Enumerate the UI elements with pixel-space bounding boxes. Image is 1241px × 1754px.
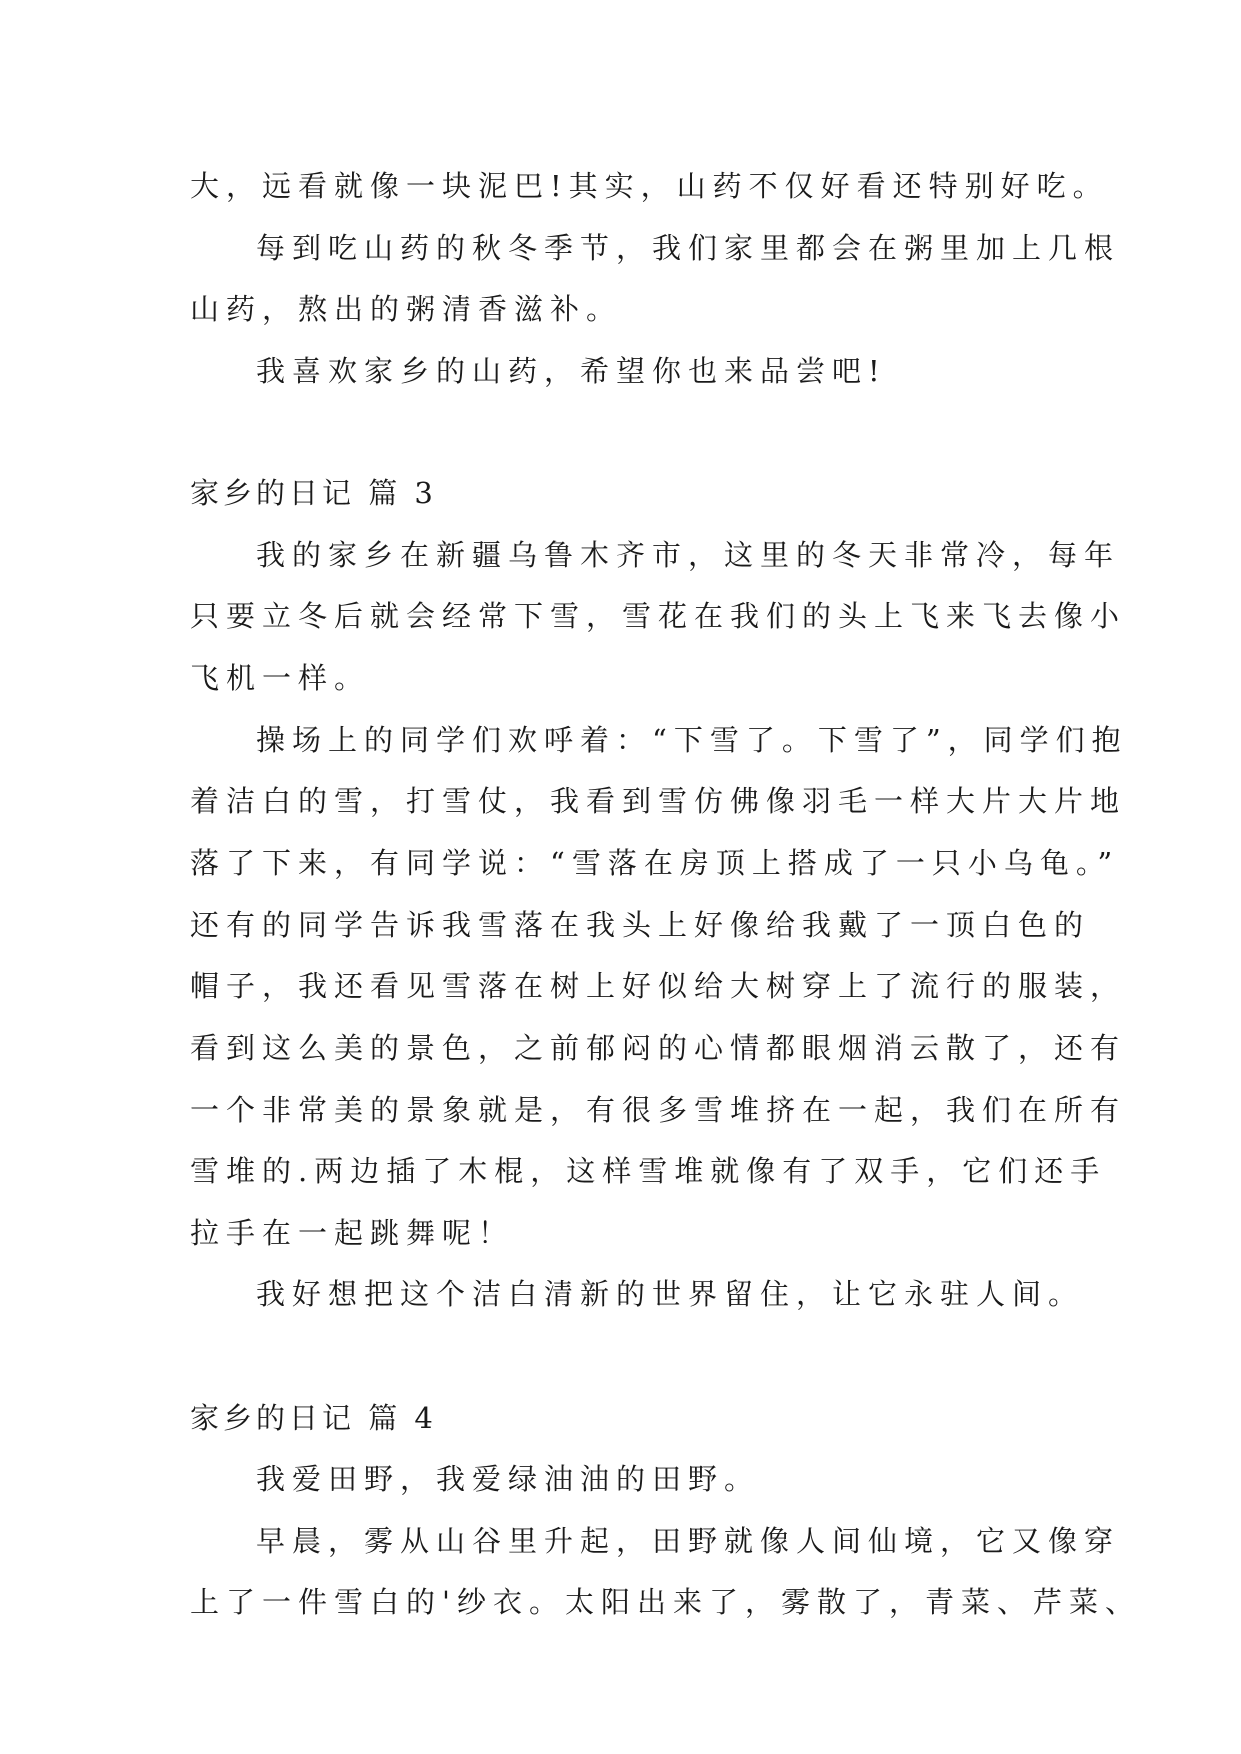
paragraph-line: 我好想把这个洁白清新的世界留住，让它永驻人间。 [256,1277,1085,1311]
paragraph-line: 大，远看就像一块泥巴!其实，山药不仅好看还特别好吃。 [190,169,1109,203]
paragraph-line: 我喜欢家乡的山药，希望你也来品尝吧! [256,354,887,388]
paragraph-line: 看到这么美的景色，之前郁闷的心情都眼烟消云散了，还有 [190,1031,1127,1065]
paragraph-line: 落了下来，有同学说：“雪落在房顶上搭成了一只小乌龟。” [190,846,1120,880]
paragraph-line: 只要立冬后就会经常下雪，雪花在我们的头上飞来飞去像小 [190,599,1127,633]
section-heading: 家乡的日记 篇 3 [190,476,437,510]
paragraph-line: 帽子，我还看见雪落在树上好似给大树穿上了流行的服装， [190,969,1127,1003]
paragraph-line: 早晨，雾从山谷里升起，田野就像人间仙境，它又像穿 [256,1524,1121,1558]
paragraph-line: 拉手在一起跳舞呢！ [190,1216,515,1250]
paragraph-line: 山药，熬出的粥清香滋补。 [190,292,623,326]
paragraph-line: 我的家乡在新疆乌鲁木齐市，这里的冬天非常冷，每年 [256,538,1121,572]
paragraph-line: 还有的同学告诉我雪落在我头上好像给我戴了一顶白色的 [190,908,1091,942]
paragraph-line: 我爱田野，我爱绿油油的田野。 [256,1462,761,1496]
paragraph-line: 每到吃山药的秋冬季节，我们家里都会在粥里加上几根 [256,231,1121,265]
paragraph-line: 操场上的同学们欢呼着：“下雪了。下雪了”，同学们抱 [256,723,1128,757]
paragraph-line: 雪堆的.两边插了木棍，这样雪堆就像有了双手，它们还手 [190,1154,1107,1188]
paragraph-line: 上了一件雪白的'纱衣。太阳出来了，雾散了，青菜、芹菜、 [190,1585,1141,1619]
paragraph-line: 飞机一样。 [190,661,371,695]
paragraph-line: 着洁白的雪，打雪仗，我看到雪仿佛像羽毛一样大片大片地 [190,784,1127,818]
section-heading: 家乡的日记 篇 4 [190,1401,437,1435]
paragraph-line: 一个非常美的景象就是，有很多雪堆挤在一起，我们在所有 [190,1093,1127,1127]
